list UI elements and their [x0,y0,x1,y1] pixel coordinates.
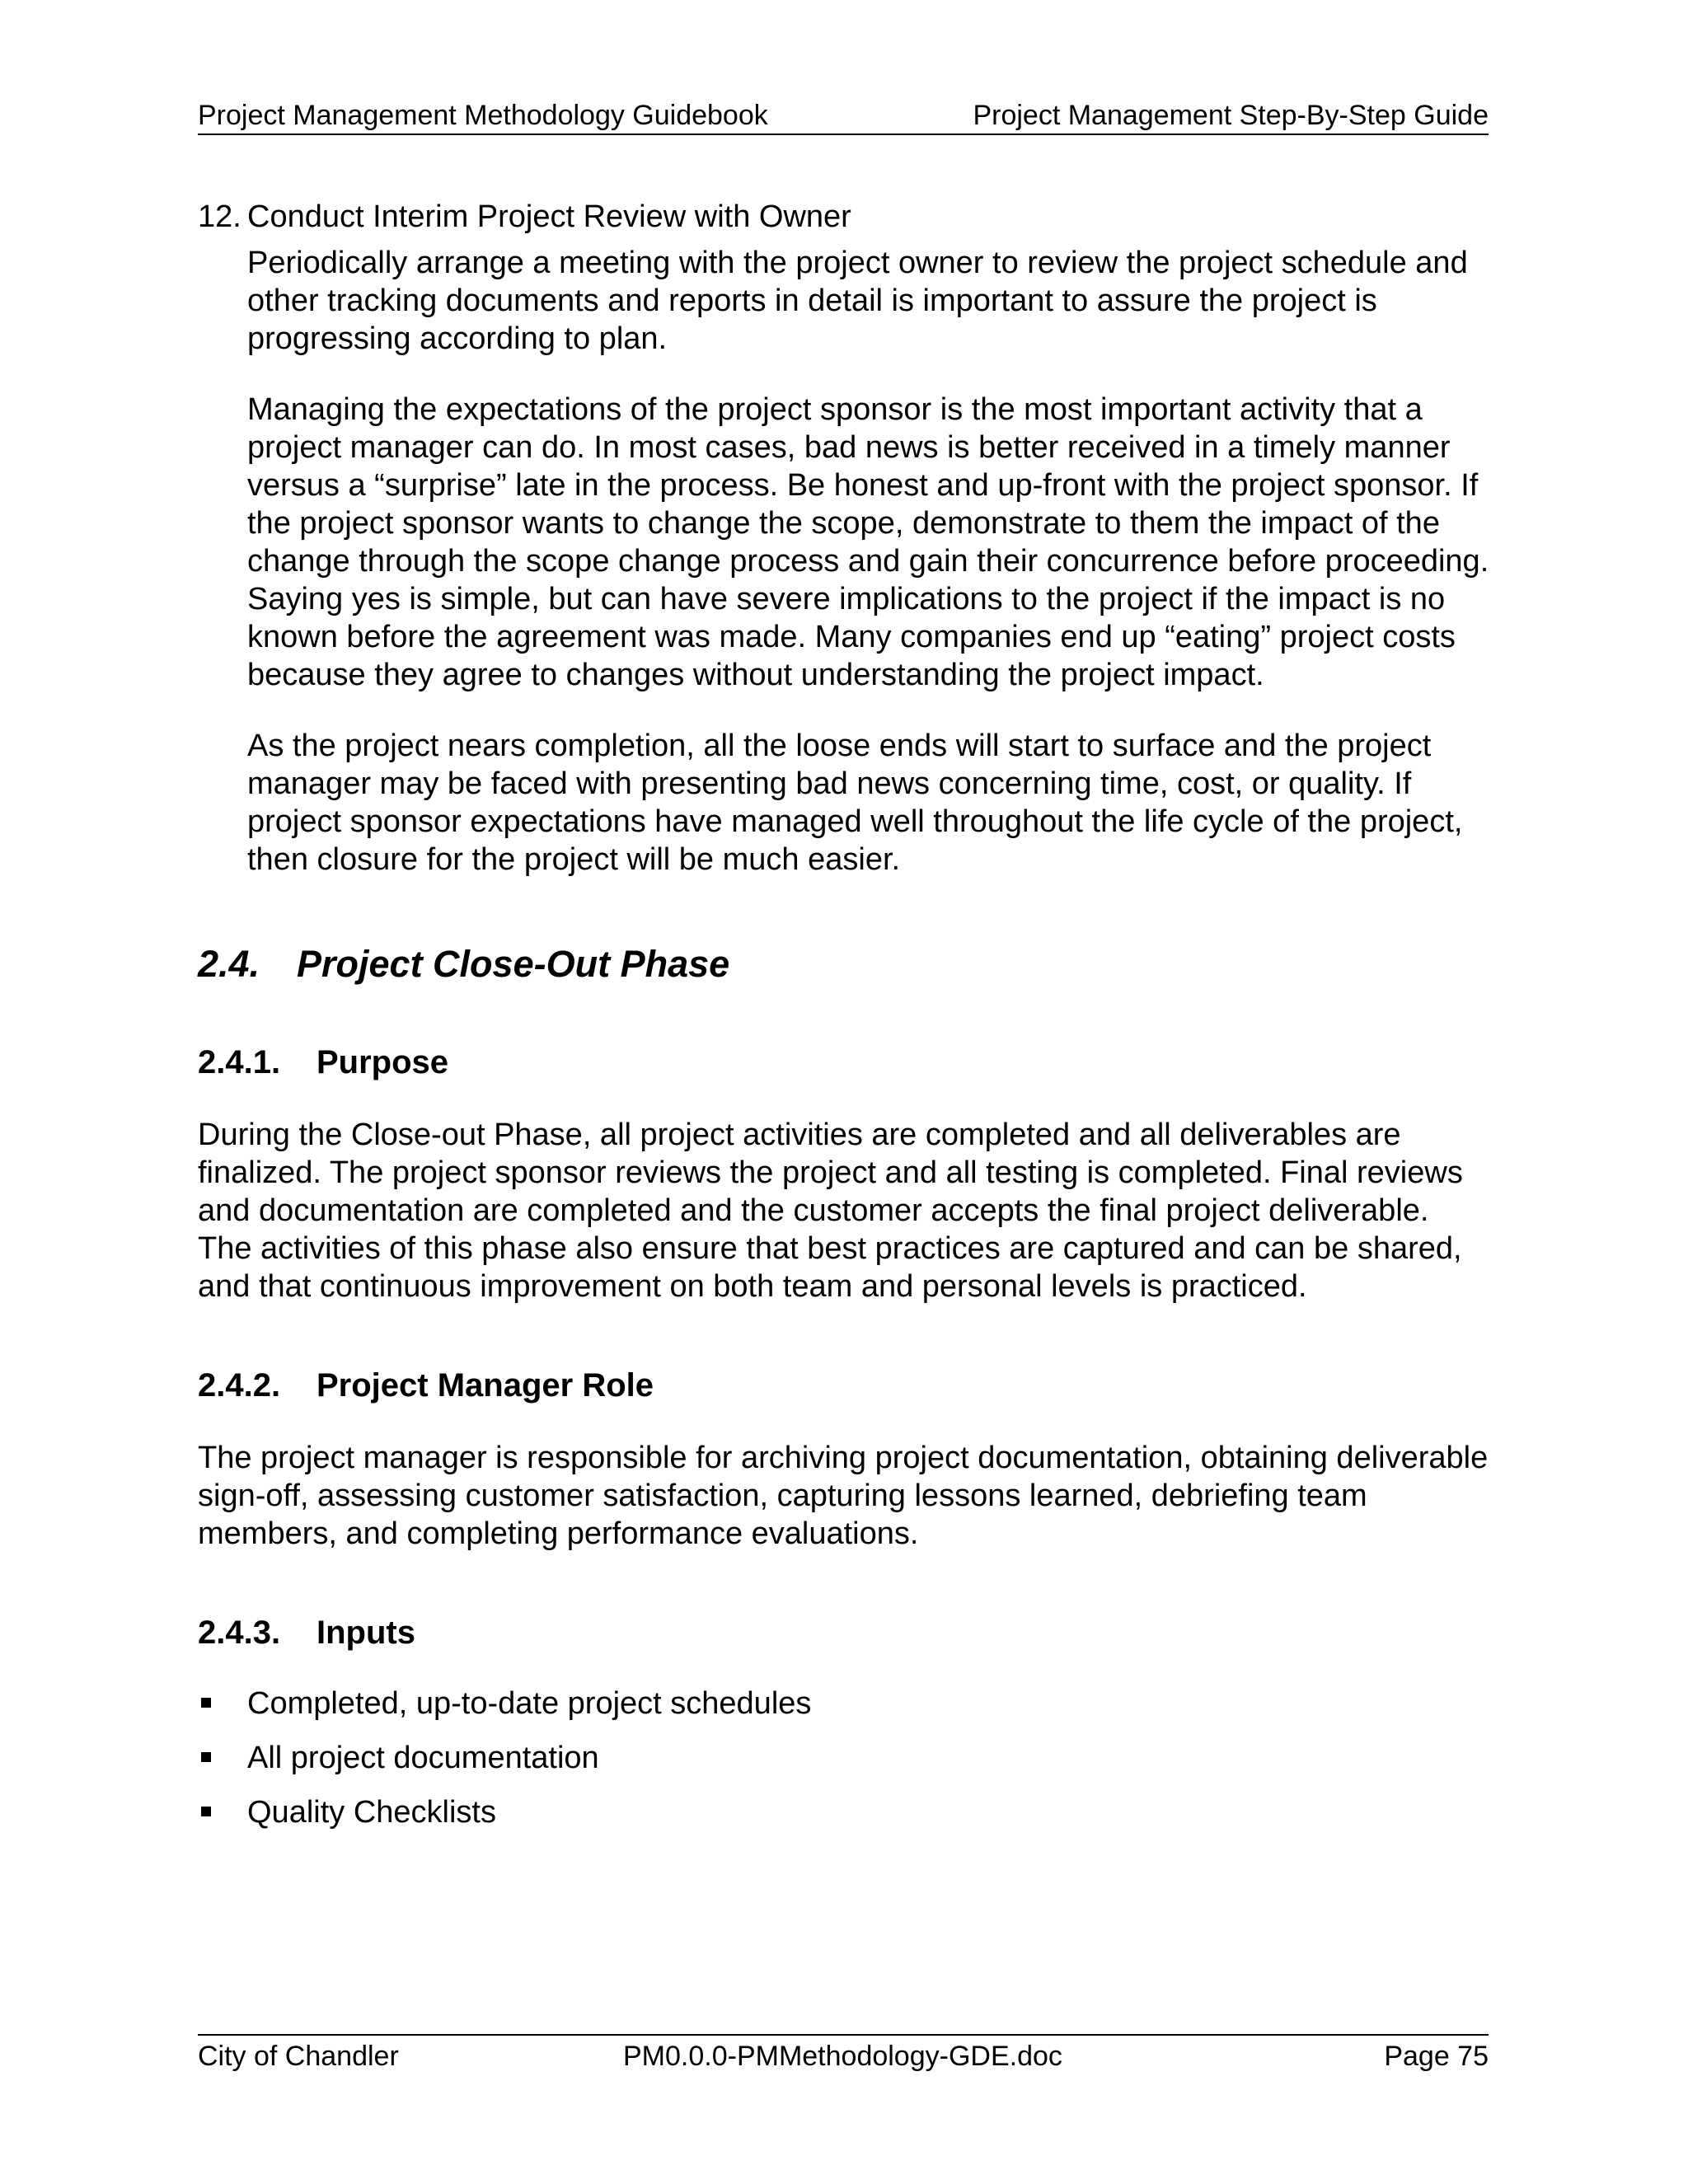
subsection-heading-pm-role [198,1365,1489,1406]
square-bullet-icon [201,1698,211,1708]
pm-role-paragraph: The project manager is responsible for archiving project documentation, obtaining deliverable sign-off, assessing customer satisfaction, capturing lessons learned, debriefing team members, and completing performance evaluations. [198,1441,1489,1551]
square-bullet-icon [201,1807,211,1816]
list-item [198,1739,1489,1777]
subsection-title: Project Manager Role [316,1367,654,1404]
list-item [198,1685,1489,1722]
section-number: 2.4. [198,943,260,985]
section-title: Project Close-Out Phase [297,943,730,985]
list-item-text: Completed, up-to-date project schedules [247,1686,812,1721]
subsection-title: Inputs [316,1615,415,1651]
item-paragraph-2: Managing the expectations of the project sponsor is the most important activity that a project manager can do. In most cases, bad news is better received in a timely manner versus a “surprise” late in the process. Be honest and up-front with the project sponsor. If the project sponsor wants to change the scope, demonstrate to them the impact of the change through the scope change process and gain their concurrence before proceeding. Saying yes is simple, but can have severe implications to the project if the impact is no known before the agreement was made. Many companies end up “eating” project costs because they agree to changes without understanding the project impact. [247,392,1489,692]
subsection-heading-inputs [198,1612,1489,1653]
square-bullet-icon [201,1752,211,1762]
list-item-text: All project documentation [247,1741,599,1775]
list-item [198,1793,1489,1831]
subsection-number: 2.4.3. [198,1615,281,1651]
item-number: 12. [198,199,241,234]
subsection-number: 2.4.1. [198,1044,281,1080]
item-paragraph-1: Periodically arrange a meeting with the project owner to review the project schedule and other tracking documents and reports in detail is important to assure the project is progressing according to plan. [247,246,1468,356]
page-content [198,198,1489,1848]
item-paragraph-3: As the project nears completion, all the loose ends will start to surface and the project manager may be faced with presenting bad news concerning time, cost, or quality. If project sponsor expectations have managed well throughout the life cycle of the project, then closure for the project will be much easier. [247,729,1463,877]
footer-organization: City of Chandler [198,2041,399,2072]
section-heading [198,941,1489,987]
inputs-list [198,1685,1489,1831]
purpose-paragraph: During the Close-out Phase, all project activities are completed and all deliverables are finalized. The project sponsor reviews the project and all testing is completed. Final reviews and documentation are completed and the customer accepts the final project deliverable. The activities of this phase also ensure that best practices are captured and can be shared, and that continuous improvement on both team and personal levels is practiced. [198,1118,1463,1304]
subsection-heading-purpose [198,1042,1489,1083]
footer-page-number: Page 75 [1384,2041,1489,2072]
header-left-title: Project Management Methodology Guidebook [198,100,768,131]
list-item-text: Quality Checklists [247,1795,496,1830]
numbered-item-heading [198,198,1489,236]
page-header [198,97,1489,135]
subsection-title: Purpose [316,1044,449,1080]
page-footer [198,2034,1489,2075]
header-right-title: Project Management Step-By-Step Guide [973,100,1489,131]
subsection-number: 2.4.2. [198,1367,281,1404]
footer-filename: PM0.0.0-PMMethodology-GDE.doc [623,2041,1062,2072]
item-title: Conduct Interim Project Review with Owner [247,199,851,234]
